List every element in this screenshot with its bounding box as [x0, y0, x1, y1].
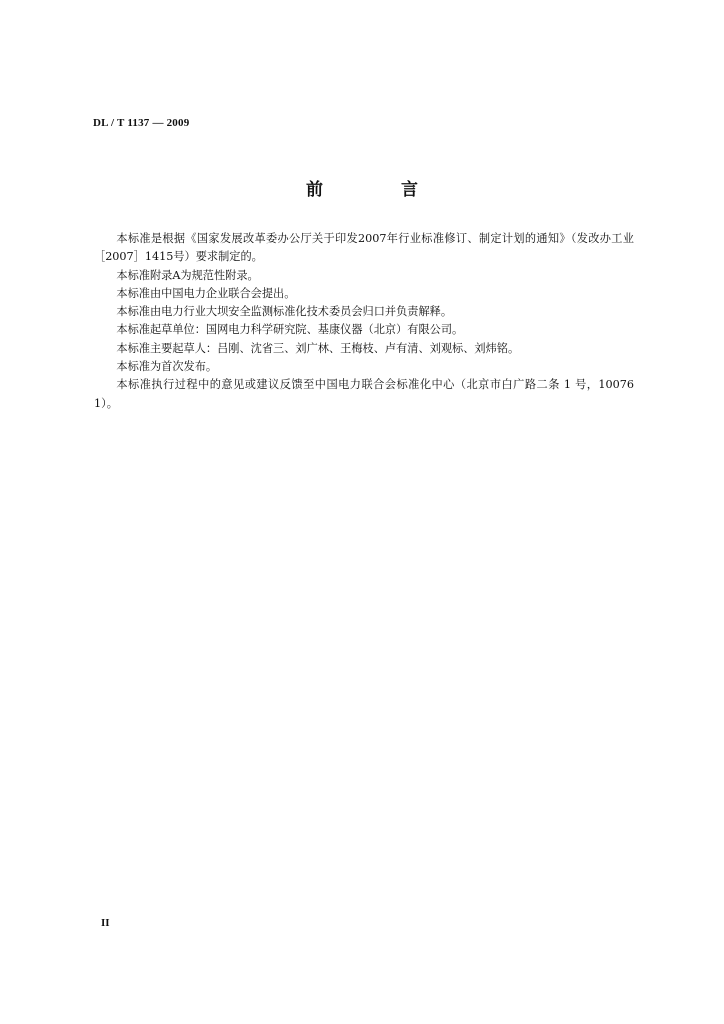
paragraph-basis: 本标准是根据《国家发展改革委办公厅关于印发2007年行业标准修订、制定计划的通知》（发改办工业［2007］1415号）要求制定的。	[94, 232, 634, 264]
document-body	[94, 230, 634, 413]
paragraph-proposer: 本标准由中国电力企业联合会提出。	[116, 286, 296, 300]
standard-code-header: DL / T 1137 — 2009	[93, 117, 190, 129]
page-number: II	[101, 917, 110, 929]
paragraph-feedback: 本标准执行过程中的意见或建议反馈至中国电力联合会标准化中心（北京市白广路二条 1 号，100761）。	[94, 378, 634, 410]
paragraph-drafters: 本标准主要起草人：吕刚、沈省三、刘广林、王梅枝、卢有清、刘观标、刘炜铭。	[116, 341, 520, 355]
paragraph-drafting-units: 本标准起草单位：国网电力科学研究院、基康仪器（北京）有限公司。	[116, 323, 464, 337]
paragraph-responsible-committee: 本标准由电力行业大坝安全监测标准化技术委员会归口并负责解释。	[116, 305, 453, 319]
paragraph-first-release: 本标准为首次发布。	[116, 360, 218, 374]
paragraph-appendix: 本标准附录A为规范性附录。	[116, 268, 259, 282]
page-title: 前 言	[306, 180, 454, 200]
